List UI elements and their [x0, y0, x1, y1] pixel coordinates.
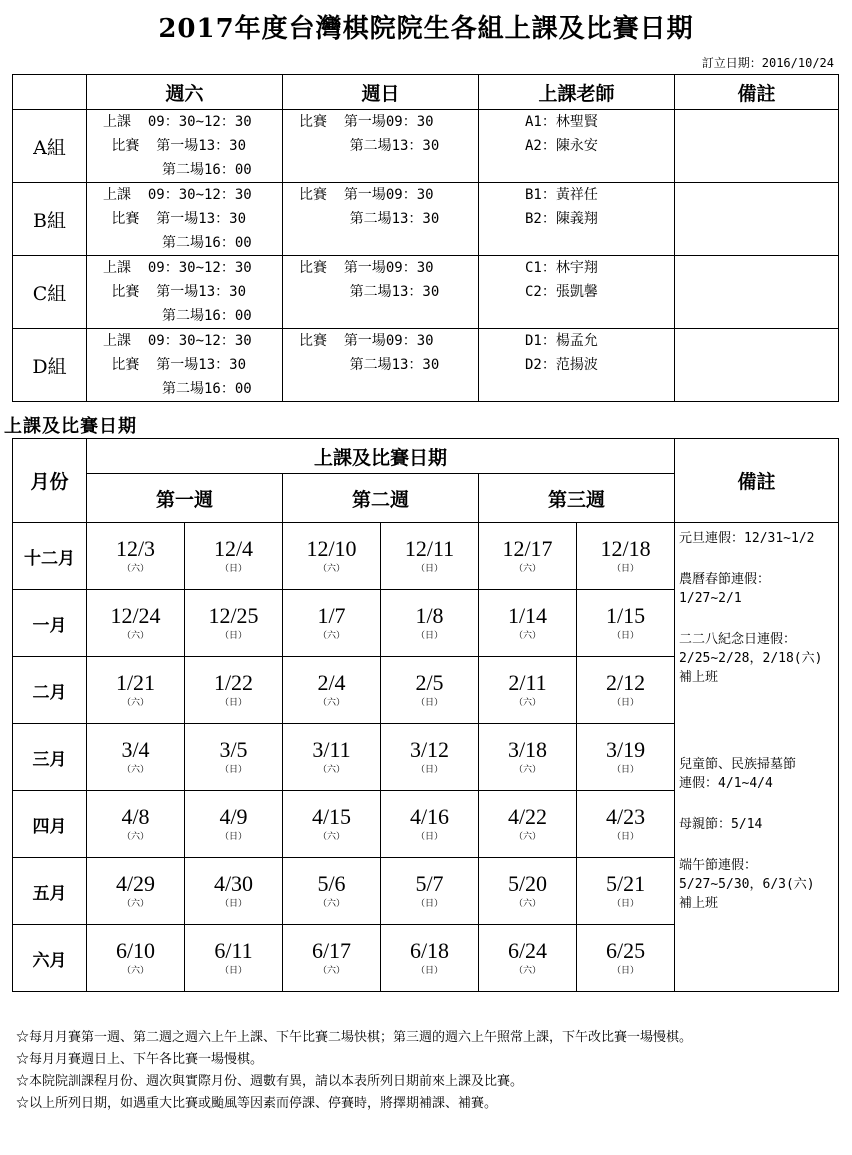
weekday-label: （六） — [317, 698, 345, 708]
date-cell — [577, 590, 675, 657]
date-cell — [577, 791, 675, 858]
month-name: 五月 — [13, 858, 87, 925]
header-saturday: 週六 — [87, 75, 283, 110]
date-value: 5/7 — [415, 871, 444, 896]
teacher-list-line: C2：張凱馨 — [525, 284, 598, 300]
saturday-schedule-line: 上課 09：30~12：30 — [103, 114, 252, 130]
saturday-schedule-line: 上課 09：30~12：30 — [103, 260, 252, 276]
group-name: D組 — [13, 329, 87, 402]
weekday-label: （日） — [415, 832, 443, 842]
remarks-cell — [675, 329, 839, 402]
holiday-note: 元旦連假：12/31~1/2 — [679, 531, 815, 546]
date-value: 3/18 — [507, 737, 548, 762]
date-cell — [577, 657, 675, 724]
date-cell — [577, 523, 675, 590]
page-title: 2017年度台灣棋院院生各組上課及比賽日期 — [158, 14, 694, 44]
weekday-label: （六） — [513, 765, 541, 775]
month-name: 二月 — [13, 657, 87, 724]
date-value: 3/11 — [312, 737, 351, 762]
weekday-label: （日） — [415, 765, 443, 775]
date-cell — [381, 657, 479, 724]
date-cell — [87, 523, 185, 590]
teacher-list-line: D1：楊孟允 — [525, 333, 598, 349]
date-cell — [381, 590, 479, 657]
date-cell — [87, 791, 185, 858]
holiday-note: 母親節：5/14 — [679, 817, 763, 832]
header-sunday: 週日 — [283, 75, 479, 110]
date-cell — [479, 657, 577, 724]
remarks-cell — [675, 110, 839, 183]
date-cell — [381, 523, 479, 590]
date-cell — [577, 724, 675, 791]
saturday-schedule — [87, 110, 283, 183]
date-value: 5/21 — [605, 871, 646, 896]
group-row — [13, 329, 839, 402]
saturday-schedule-line: 上課 09：30~12：30 — [103, 333, 252, 349]
header-teacher: 上課老師 — [479, 75, 675, 110]
saturday-schedule-line: 上課 09：30~12：30 — [103, 187, 252, 203]
weekday-label: （六） — [317, 832, 345, 842]
date-value: 4/16 — [409, 804, 450, 829]
group-row — [13, 256, 839, 329]
footnote: ☆本院院訓課程月份、週次與實際月份、週數有異，請以本表所列日期前來上課及比賽。 — [16, 1074, 524, 1089]
date-value: 12/10 — [306, 536, 357, 561]
weekday-label: （六） — [121, 631, 149, 641]
teacher-list-line: C1：林宇翔 — [525, 260, 598, 276]
footnote: ☆每月月賽第一週、第二週之週六上午上課、下午比賽二場快棋；第三週的週六上午照常上課，下午改比賽一場慢棋。 — [16, 1030, 693, 1045]
month-name: 三月 — [13, 724, 87, 791]
weekday-label: （日） — [612, 966, 640, 976]
weekday-label: （六） — [513, 564, 541, 574]
teacher-list — [479, 256, 675, 329]
date-cell — [185, 523, 283, 590]
weekday-label: （日） — [612, 765, 640, 775]
established-date: 訂立日期：2016/10/24 — [701, 56, 834, 70]
weekday-label: （六） — [121, 899, 149, 909]
group-table-header-row — [13, 75, 839, 110]
dates-header: 上課及比賽日期 — [87, 439, 675, 474]
date-value: 4/22 — [507, 804, 548, 829]
saturday-schedule-line: 第二場16：00 — [103, 308, 252, 324]
date-value: 12/25 — [208, 603, 259, 628]
sunday-schedule-line: 第二場13：30 — [299, 357, 440, 373]
date-cell — [87, 657, 185, 724]
date-value: 3/5 — [219, 737, 248, 762]
date-value: 2/12 — [605, 670, 646, 695]
saturday-schedule — [87, 183, 283, 256]
date-cell — [381, 724, 479, 791]
date-value: 2/4 — [317, 670, 346, 695]
month-name: 十二月 — [13, 523, 87, 590]
date-cell — [283, 925, 381, 992]
weekday-label: （六） — [317, 564, 345, 574]
sunday-schedule — [283, 110, 479, 183]
date-value: 12/4 — [213, 536, 254, 561]
weekday-label: （六） — [121, 966, 149, 976]
weekday-label: （六） — [121, 698, 149, 708]
notes-header: 備註 — [675, 439, 839, 523]
weekday-label: （六） — [513, 698, 541, 708]
footnotes — [16, 1027, 832, 1115]
sunday-schedule — [283, 329, 479, 402]
date-cell — [381, 791, 479, 858]
weekday-label: （六） — [121, 832, 149, 842]
date-cell — [185, 925, 283, 992]
weekday-label: （日） — [219, 564, 247, 574]
schedule-dates-table — [12, 438, 839, 992]
week-3-header: 第三週 — [479, 474, 675, 523]
section-title: 上課及比賽日期 — [4, 416, 137, 437]
date-value: 4/15 — [311, 804, 352, 829]
weekday-label: （六） — [513, 832, 541, 842]
weekday-label: （六） — [513, 631, 541, 641]
date-cell — [185, 590, 283, 657]
weekday-label: （日） — [415, 899, 443, 909]
sunday-schedule-line: 比賽 第一場09：30 — [299, 114, 434, 130]
date-cell — [381, 858, 479, 925]
date-value: 12/18 — [600, 536, 651, 561]
teacher-list — [479, 183, 675, 256]
date-cell — [479, 791, 577, 858]
month-row — [13, 523, 839, 590]
date-cell — [185, 791, 283, 858]
weekday-label: （日） — [219, 899, 247, 909]
sunday-schedule-line: 第二場13：30 — [299, 138, 440, 154]
date-value: 3/4 — [121, 737, 150, 762]
holiday-note: 兒童節、民族掃墓節 連假：4/1~4/4 — [679, 757, 797, 791]
group-row — [13, 183, 839, 256]
weekday-label: （日） — [415, 564, 443, 574]
remarks-cell — [675, 183, 839, 256]
holiday-note: 端午節連假： 5/27~5/30，6/3(六) 補上班 — [679, 858, 815, 911]
date-value: 1/22 — [213, 670, 254, 695]
saturday-schedule-line: 比賽 第一場13：30 — [103, 211, 247, 227]
weekday-label: （六） — [121, 564, 149, 574]
date-value: 3/19 — [605, 737, 646, 762]
sunday-schedule — [283, 256, 479, 329]
weekday-label: （日） — [415, 631, 443, 641]
teacher-list-line: B1：黃祥任 — [525, 187, 598, 203]
date-value: 3/12 — [409, 737, 450, 762]
remarks-cell — [675, 256, 839, 329]
week-1-header: 第一週 — [87, 474, 283, 523]
date-cell — [185, 657, 283, 724]
weekday-label: （日） — [219, 832, 247, 842]
weekday-label: （日） — [415, 698, 443, 708]
saturday-schedule — [87, 256, 283, 329]
saturday-schedule-line: 比賽 第一場13：30 — [103, 138, 247, 154]
teacher-list — [479, 329, 675, 402]
group-row — [13, 110, 839, 183]
date-cell — [87, 590, 185, 657]
weekday-label: （六） — [317, 966, 345, 976]
saturday-schedule-line: 比賽 第一場13：30 — [103, 357, 247, 373]
weekday-label: （日） — [612, 564, 640, 574]
date-cell — [283, 523, 381, 590]
month-name: 一月 — [13, 590, 87, 657]
date-value: 4/8 — [121, 804, 150, 829]
saturday-schedule-line: 第二場16：00 — [103, 381, 252, 397]
date-cell — [283, 858, 381, 925]
date-cell — [479, 590, 577, 657]
date-cell — [185, 724, 283, 791]
date-value: 6/17 — [311, 938, 352, 963]
sunday-schedule-line: 比賽 第一場09：30 — [299, 187, 434, 203]
saturday-schedule-line: 比賽 第一場13：30 — [103, 284, 247, 300]
date-value: 1/15 — [605, 603, 646, 628]
date-value: 1/21 — [115, 670, 156, 695]
holiday-notes — [675, 523, 839, 992]
sunday-schedule-line: 比賽 第一場09：30 — [299, 260, 434, 276]
date-cell — [283, 724, 381, 791]
date-cell — [479, 523, 577, 590]
date-cell — [283, 657, 381, 724]
weekday-label: （日） — [612, 832, 640, 842]
date-cell — [479, 858, 577, 925]
date-cell — [577, 925, 675, 992]
week-2-header: 第二週 — [283, 474, 479, 523]
month-name: 四月 — [13, 791, 87, 858]
date-value: 12/24 — [110, 603, 161, 628]
date-value: 6/10 — [115, 938, 156, 963]
teacher-list-line: B2：陳義翔 — [525, 211, 598, 227]
weekday-label: （日） — [219, 966, 247, 976]
weekday-label: （六） — [317, 765, 345, 775]
holiday-note: 農曆春節連假： 1/27~2/1 — [679, 572, 771, 606]
weekday-label: （六） — [317, 631, 345, 641]
date-cell — [283, 590, 381, 657]
date-value: 6/25 — [605, 938, 646, 963]
date-value: 1/7 — [317, 603, 346, 628]
weekday-label: （六） — [513, 899, 541, 909]
group-name: B組 — [13, 183, 87, 256]
month-header: 月份 — [13, 439, 87, 523]
date-value: 2/5 — [415, 670, 444, 695]
date-cell — [87, 858, 185, 925]
group-name: A組 — [13, 110, 87, 183]
weekday-label: （日） — [219, 698, 247, 708]
weekday-label: （六） — [513, 966, 541, 976]
saturday-schedule-line: 第二場16：00 — [103, 162, 252, 178]
weekday-label: （日） — [219, 765, 247, 775]
date-value: 12/17 — [502, 536, 553, 561]
date-cell — [479, 925, 577, 992]
date-value: 4/29 — [115, 871, 156, 896]
weekday-label: （日） — [612, 631, 640, 641]
date-value: 6/24 — [507, 938, 548, 963]
group-name: C組 — [13, 256, 87, 329]
header-group — [13, 75, 87, 110]
date-cell — [479, 724, 577, 791]
weekday-label: （日） — [415, 966, 443, 976]
teacher-list-line: D2：范揚波 — [525, 357, 598, 373]
month-name: 六月 — [13, 925, 87, 992]
sunday-schedule-line: 第二場13：30 — [299, 211, 440, 227]
date-value: 5/6 — [317, 871, 346, 896]
weekday-label: （日） — [219, 631, 247, 641]
date-value: 5/20 — [507, 871, 548, 896]
weekday-label: （六） — [317, 899, 345, 909]
date-value: 2/11 — [508, 670, 547, 695]
holiday-note: 二二八紀念日連假： 2/25~2/28，2/18(六) 補上班 — [679, 632, 823, 685]
date-cell — [381, 925, 479, 992]
date-value: 4/23 — [605, 804, 646, 829]
date-cell — [87, 724, 185, 791]
sunday-schedule-line: 比賽 第一場09：30 — [299, 333, 434, 349]
header-remarks: 備註 — [675, 75, 839, 110]
saturday-schedule — [87, 329, 283, 402]
sunday-schedule-line: 第二場13：30 — [299, 284, 440, 300]
date-cell — [185, 858, 283, 925]
date-cell — [283, 791, 381, 858]
footnote: ☆以上所列日期，如遇重大比賽或颱風等因素而停課、停賽時，將擇期補課、補賽。 — [16, 1096, 498, 1111]
teacher-list-line: A2：陳永安 — [525, 138, 598, 154]
footnote: ☆每月月賽週日上、下午各比賽一場慢棋。 — [16, 1052, 264, 1067]
weekday-label: （日） — [612, 899, 640, 909]
weekday-label: （六） — [121, 765, 149, 775]
date-value: 6/11 — [214, 938, 253, 963]
date-value: 1/14 — [507, 603, 548, 628]
teacher-list-line: A1：林聖賢 — [525, 114, 598, 130]
date-value: 12/11 — [404, 536, 455, 561]
weekday-label: （日） — [612, 698, 640, 708]
date-value: 4/9 — [219, 804, 248, 829]
date-value: 1/8 — [415, 603, 444, 628]
saturday-schedule-line: 第二場16：00 — [103, 235, 252, 251]
date-value: 6/18 — [409, 938, 450, 963]
date-cell — [87, 925, 185, 992]
teacher-list — [479, 110, 675, 183]
date-value: 4/30 — [213, 871, 254, 896]
sunday-schedule — [283, 183, 479, 256]
date-value: 12/3 — [115, 536, 156, 561]
date-cell — [577, 858, 675, 925]
group-schedule-table — [12, 74, 839, 402]
